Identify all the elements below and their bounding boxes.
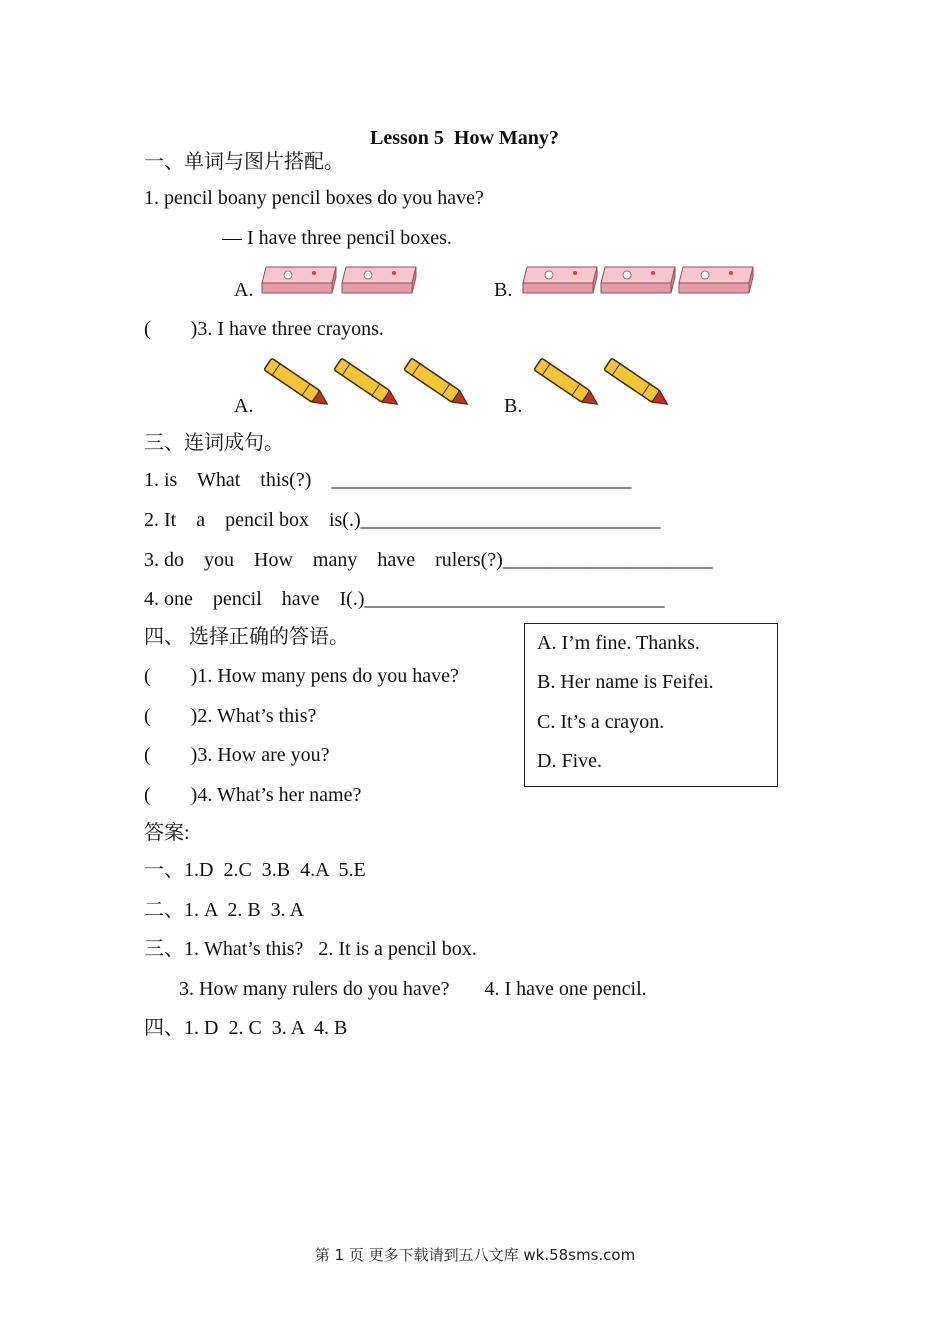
answer-line: 3. How many rulers do you have? 4. I have one pencil. [144, 978, 647, 1000]
option-b2-label: B. [504, 395, 523, 417]
page-title: Lesson 5 How Many? [370, 127, 559, 149]
answer-line: 二、1. A 2. B 3. A [144, 899, 305, 921]
answer-line: 三、1. What’s this? 2. It is a pencil box. [144, 938, 477, 960]
pencil-box-icon [262, 267, 336, 293]
crayon-icon [264, 358, 332, 410]
pencil-box-icon [601, 267, 675, 293]
choice-question: ( )3. How are you? [144, 744, 330, 766]
answer-line: 四、1. D 2. C 3. A 4. B [144, 1017, 348, 1039]
crayon-icon [604, 358, 672, 410]
pencil-box-icon [342, 267, 416, 293]
choice-question: ( )4. What’s her name? [144, 784, 362, 806]
section1-heading: 一、单词与图片搭配。 [144, 151, 344, 173]
pencil-boxes-two-image [258, 263, 418, 297]
answer-option: C. It’s a crayon. [537, 711, 665, 733]
crayon-icon [404, 358, 472, 410]
question-3: ( )3. I have three crayons. [144, 318, 384, 340]
answers-heading: 答案: [144, 822, 190, 844]
pencil-box-icon [523, 267, 597, 293]
question-1-answer: — I have three pencil boxes. [222, 227, 452, 249]
section3-heading: 三、连词成句。 [144, 432, 284, 454]
answer-option: D. Five. [537, 750, 602, 772]
answer-line: 一、1.D 2.C 3.B 4.A 5.E [144, 859, 366, 881]
section4-heading: 四、 选择正确的答语。 [144, 626, 349, 648]
option-a-label: A. [234, 279, 254, 301]
crayons-two-image [528, 352, 674, 414]
crayons-three-image [258, 352, 474, 414]
answer-option: A. I’m fine. Thanks. [537, 632, 700, 654]
sentence-item: 2. It a pencil box is(.)______________________________ [144, 509, 661, 531]
pencil-box-icon [679, 267, 753, 293]
sentence-item: 3. do you How many have rulers(?)_____________________ [144, 549, 713, 571]
page-footer: 第 1 页 更多下载请到五八文库 wk.58sms.com [314, 1246, 636, 1264]
crayon-icon [534, 358, 602, 410]
option-a2-label: A. [234, 395, 254, 417]
crayon-icon [334, 358, 402, 410]
option-b-label: B. [494, 279, 513, 301]
choice-question: ( )2. What’s this? [144, 705, 317, 727]
pencil-boxes-three-image [519, 263, 759, 297]
answer-option: B. Her name is Feifei. [537, 671, 714, 693]
sentence-item: 1. is What this(?) ______________________________ [144, 469, 632, 491]
choice-question: ( )1. How many pens do you have? [144, 665, 459, 687]
question-1: 1. pencil boany pencil boxes do you have? [144, 187, 484, 209]
sentence-item: 4. one pencil have I(.)______________________________ [144, 588, 665, 610]
